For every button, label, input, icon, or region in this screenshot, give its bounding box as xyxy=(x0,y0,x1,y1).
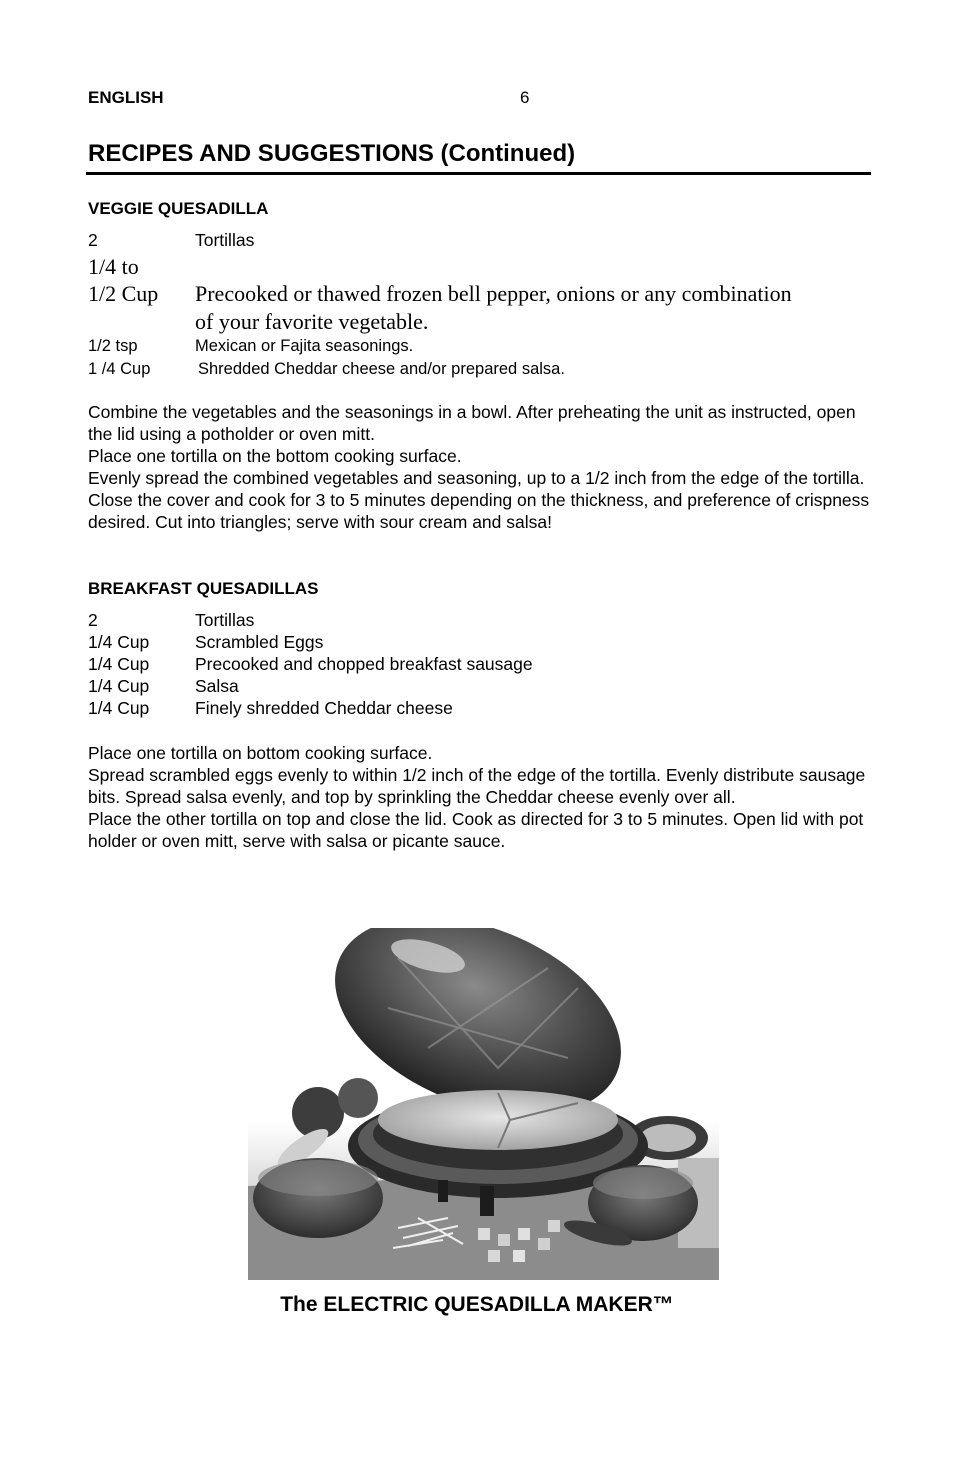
ingredient-qty: 1/2 Cup xyxy=(88,281,159,306)
quesadilla-maker-photo xyxy=(248,928,719,1280)
ingredient-item: Tortillas xyxy=(195,230,255,250)
ingredient-qty: 1/4 Cup xyxy=(88,632,150,652)
ingredient-item: Shredded Cheddar cheese and/or prepared salsa. xyxy=(198,360,565,378)
ingredient-qty: 1/4 Cup xyxy=(88,698,150,718)
instruction-paragraph: Place the other tortilla on top and close the lid. Cook as directed for 3 to 5 minutes. Open lid with pot holder or oven mitt, serve with salsa or picante sauce. xyxy=(88,809,864,851)
page-number: 6 xyxy=(520,88,530,107)
title-divider xyxy=(86,172,871,175)
ingredient-item: Mexican or Fajita seasonings. xyxy=(195,337,414,355)
instruction-paragraph: Evenly spread the combined vegetables and seasoning, up to a 1/2 inch from the edge of the tortilla. xyxy=(88,468,865,488)
language-label: ENGLISH xyxy=(88,88,164,107)
instruction-paragraph: Place one tortilla on the bottom cooking surface. xyxy=(88,446,462,466)
ingredient-item: Tortillas xyxy=(195,610,255,630)
instruction-paragraph: Combine the vegetables and the seasonings in a bowl. After preheating the unit as instructed, open the lid using a potholder or oven mitt. xyxy=(88,402,856,444)
ingredient-item: of your favorite vegetable. xyxy=(195,309,429,334)
ingredient-item: Finely shredded Cheddar cheese xyxy=(195,698,453,718)
breakfast-instructions xyxy=(88,742,873,852)
ingredient-qty: 1/4 to xyxy=(88,254,139,279)
ingredient-qty: 1/4 Cup xyxy=(88,654,150,674)
ingredient-item: Precooked or thawed frozen bell pepper, onions or any combination xyxy=(195,281,792,306)
photo-caption: The ELECTRIC QUESADILLA MAKER™ xyxy=(280,1293,674,1316)
page-title: RECIPES AND SUGGESTIONS (Continued) xyxy=(88,140,576,167)
veggie-instructions xyxy=(88,401,873,533)
ingredient-item: Precooked and chopped breakfast sausage xyxy=(195,654,533,674)
veggie-section-title: VEGGIE QUESADILLA xyxy=(88,199,269,218)
ingredient-qty: 2 xyxy=(88,610,98,630)
ingredient-qty: 2 xyxy=(88,230,98,250)
instruction-paragraph: Spread scrambled eggs evenly to within 1/2 inch of the edge of the tortilla. Evenly distribute sausage bits. Spread salsa evenly, and top by sprinkling the Cheddar cheese evenly over all. xyxy=(88,765,866,807)
ingredient-item: Salsa xyxy=(195,676,239,696)
ingredient-item: Scrambled Eggs xyxy=(195,632,324,652)
instruction-paragraph: Close the cover and cook for 3 to 5 minutes depending on the thickness, and preference of crispness desired. Cut into triangles; serve with sour cream and salsa! xyxy=(88,490,870,532)
instruction-paragraph: Place one tortilla on bottom cooking surface. xyxy=(88,743,433,763)
ingredient-qty: 1 /4 Cup xyxy=(88,360,151,378)
breakfast-section-title: BREAKFAST QUESADILLAS xyxy=(88,579,319,598)
ingredient-qty: 1/4 Cup xyxy=(88,676,150,696)
ingredient-qty: 1/2 tsp xyxy=(88,337,138,355)
